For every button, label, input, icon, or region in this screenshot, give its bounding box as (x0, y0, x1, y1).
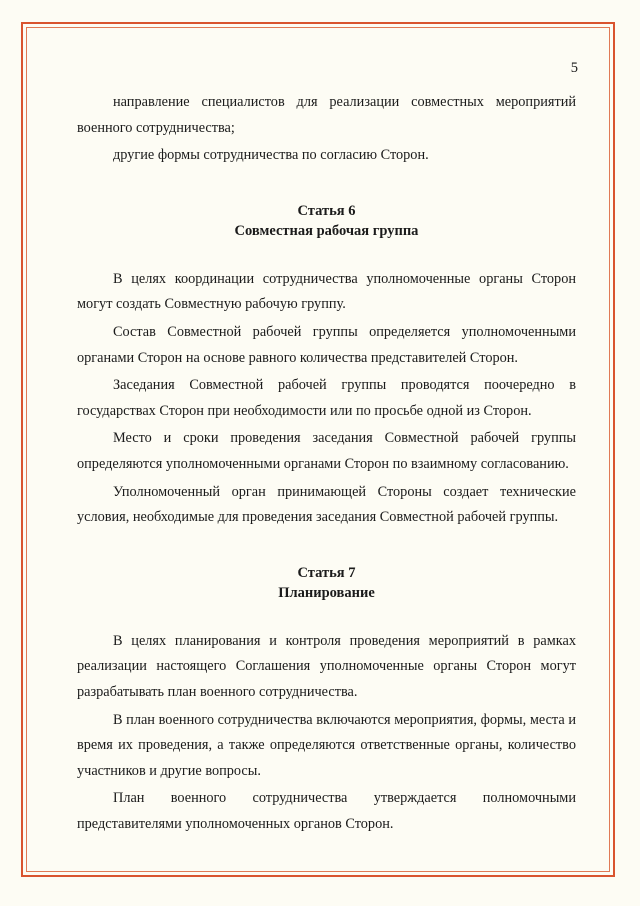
article-6-paragraph-4: Место и сроки проведения заседания Совместной рабочей группы определяются уполномоченными органами Сторон по взаимному согласованию. (77, 430, 576, 472)
article-6-number: Статья 6 (297, 202, 356, 219)
article-6-paragraph-2: Состав Совместной рабочей группы определяется уполномоченными органами Сторон на основе равного количества представителей Сторон. (77, 323, 576, 366)
article-7-number: Статья 7 (297, 564, 356, 581)
intro-paragraph-2: другие формы сотрудничества по согласию Сторон. (113, 147, 429, 164)
article-6-paragraph-1: В целях координации сотрудничества уполномоченные органы Сторон могут создать Совместную рабочую группу. (77, 270, 576, 313)
article-7-title: Планирование (278, 584, 375, 601)
article-7-paragraph-1: В целях планирования и контроля проведения мероприятий в рамках реализации настоящего Соглашения уполномоченные органы Сторон могут разрабатывать план военного сотрудничества. (77, 632, 576, 700)
article-7-paragraph-3: План военного сотрудничества утверждается полномочными представителями уполномоченных органов Сторон. (77, 790, 576, 832)
page-number: 5 (570, 60, 578, 76)
intro-paragraph-1: направление специалистов для реализации совместных мероприятий военного сотрудничества; (77, 94, 576, 136)
article-6-title: Совместная рабочая группа (234, 222, 419, 239)
article-6-paragraph-5: Уполномоченный орган принимающей Стороны создает технические условия, необходимые для проведения заседания Совместной рабочей группы. (77, 483, 576, 526)
document-body (77, 90, 576, 837)
article-7-paragraph-2: В план военного сотрудничества включаются мероприятия, формы, места и время их проведения, а также определяются ответственные органы, количество участников и другие вопросы. (77, 711, 576, 779)
article-6-paragraph-3: Заседания Совместной рабочей группы проводятся поочередно в государствах Сторон при необходимости или по просьбе одной из Сторон. (77, 377, 576, 419)
